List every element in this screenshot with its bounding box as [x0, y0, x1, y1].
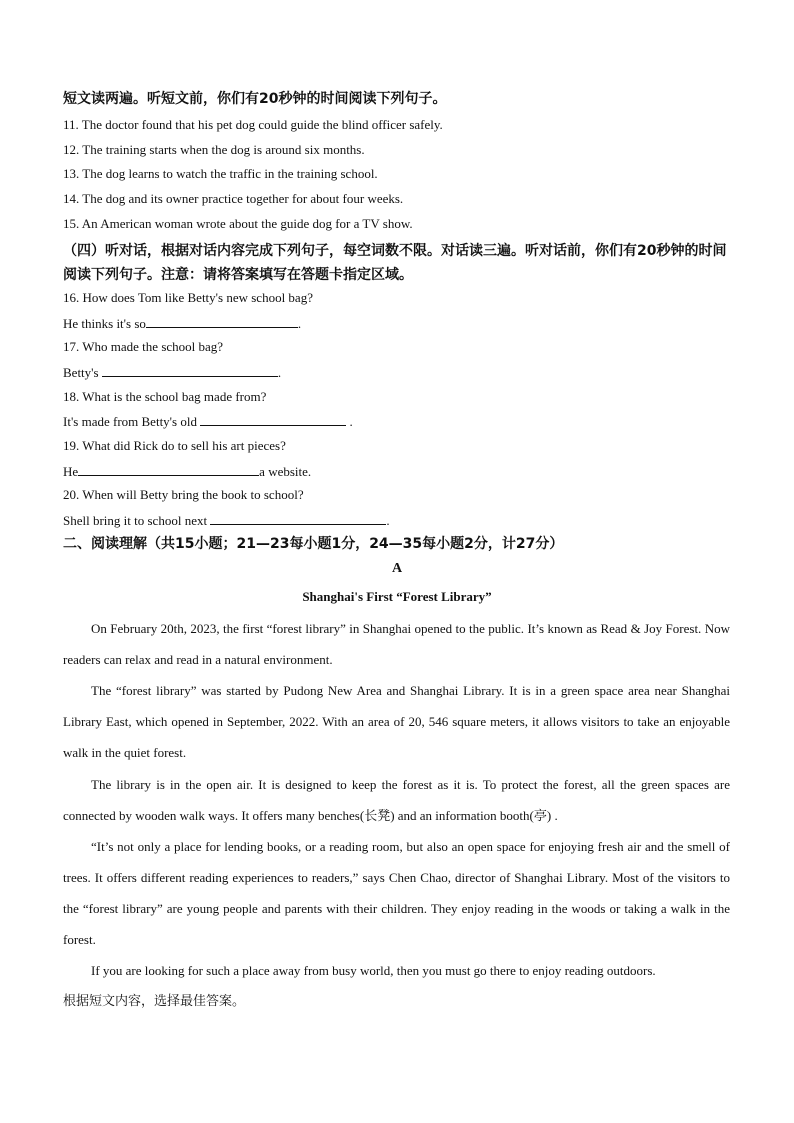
- question-16: 16. How does Tom like Betty's new school bag?: [63, 290, 313, 305]
- passage-paragraph-2: The “forest library” was started by Pudong New Area and Shanghai Library. It is in a green space area near Shanghai Library East, which opened in September, 2022. With an area of 20, 546 square meters, it allows visitors to take an enjoyable walk in the quiet forest.: [63, 683, 730, 760]
- statement-13: 13. The dog learns to watch the traffic in the training school.: [63, 166, 378, 181]
- passage-letter: A: [391, 561, 403, 576]
- part2-heading: 二、阅读理解（共15小题；21—23每小题1分，24—35每小题2分，计27分）: [63, 536, 564, 552]
- answer-blank-19[interactable]: [78, 462, 259, 476]
- answer-blank-18[interactable]: [200, 412, 346, 426]
- question-18: 18. What is the school bag made from?: [63, 389, 267, 404]
- answer-line-18: It's made from Betty's old .: [63, 414, 353, 429]
- section3-instruction: 短文读两遍。听短文前，你们有20秒钟的时间阅读下列句子。: [63, 91, 447, 107]
- passage-title: Shanghai's First “Forest Library”: [302, 589, 492, 604]
- question-19: 19. What did Rick do to sell his art pieces?: [63, 438, 286, 453]
- passage-paragraph-4: “It’s not only a place for lending books, or a reading room, but also an open space for enjoying fresh air and the smell of trees. It offers different reading experiences to readers,” says Chen Chao, director of Shanghai Library. Most of the visitors to the “forest library” are young people and parents with their children. They enjoy reading in the woods or taking a walk in the forest.: [63, 839, 730, 947]
- question-20: 20. When will Betty bring the book to school?: [63, 487, 304, 502]
- statement-12: 12. The training starts when the dog is around six months.: [63, 142, 365, 157]
- passage-paragraph-5: If you are looking for such a place away from busy world, then you must go there to enjoy reading outdoors.: [91, 963, 656, 978]
- answer-blank-16[interactable]: [146, 314, 298, 328]
- section4-instruction: （四）听对话，根据对话内容完成下列句子，每空词数不限。对话读三遍。听对话前，你们有20秒钟的时间阅读下列句子。注意：请将答案填写在答题卡指定区域。: [63, 243, 727, 283]
- passage-paragraph-3: The library is in the open air. It is designed to keep the forest as it is. To protect the forest, all the green spaces are connected by wooden walk ways. It offers many benches(长凳) and an information booth(亭) .: [63, 777, 730, 823]
- statement-15: 15. An American woman wrote about the guide dog for a TV show.: [63, 216, 413, 231]
- passage-paragraph-1: On February 20th, 2023, the first “forest library” in Shanghai opened to the public. It’s known as Read & Joy Forest. Now readers can relax and read in a natural environment.: [63, 621, 730, 667]
- passage-instruction: 根据短文内容，选择最佳答案。: [63, 994, 246, 1009]
- answer-line-19: He a website.: [63, 464, 312, 479]
- question-17: 17. Who made the school bag?: [63, 339, 224, 354]
- answer-blank-20[interactable]: [210, 511, 386, 525]
- answer-line-20: Shell bring it to school next .: [63, 513, 390, 528]
- answer-blank-17[interactable]: [102, 363, 278, 377]
- answer-line-16: He thinks it's so .: [63, 316, 302, 331]
- statement-14: 14. The dog and its owner practice together for about four weeks.: [63, 191, 404, 206]
- statement-11: 11. The doctor found that his pet dog could guide the blind officer safely.: [63, 117, 443, 132]
- answer-line-17: Betty's .: [63, 365, 282, 380]
